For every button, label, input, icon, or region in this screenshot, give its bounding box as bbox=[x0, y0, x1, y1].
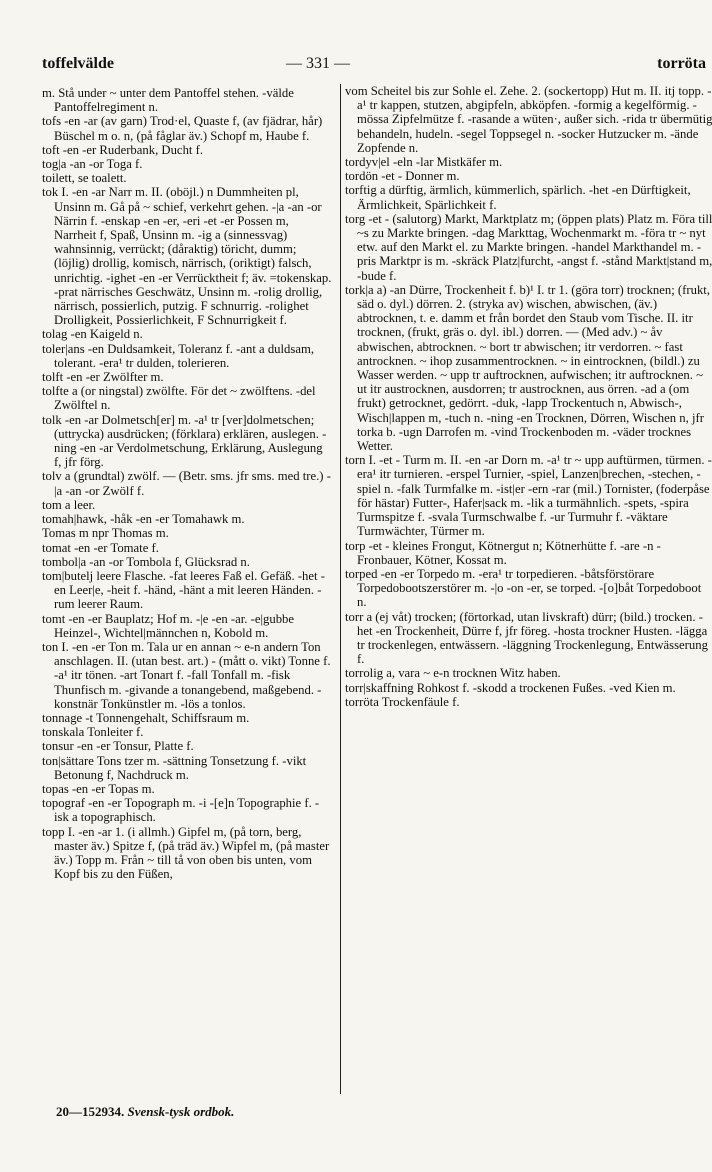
dictionary-entry: tolft -en -er Zwölfter m. bbox=[42, 370, 164, 385]
dictionary-entry: tolv a (grundtal) zwölf. — (Betr. sms. jfr sms. med tre.) -|a -an -or Zwölf f. bbox=[42, 469, 331, 498]
dictionary-entry: tombol|a -an -or Tombola f, Glücksrad n. bbox=[42, 554, 250, 569]
dictionary-entry: tordyv|el -eln -lar Mistkäfer m. bbox=[345, 155, 503, 170]
footer-title: Svensk-tysk ordbok. bbox=[127, 1104, 235, 1119]
dictionary-entry: toler|ans -en Duldsamkeit, Toleranz f. -ant a duldsam, tolerant. -era¹ tr dulden, tolerieren. bbox=[42, 341, 314, 370]
dictionary-entry: tordön -et - Donner m. bbox=[345, 169, 460, 184]
dictionary-entry: tonnage -t Tonnengehalt, Schiffsraum m. bbox=[42, 710, 250, 725]
dictionary-entry: topp I. -en -ar 1. (i allmh.) Gipfel m, (på torn, berg, master äv.) Spitze f, (på träd äv.) Wipfel m, (på master äv.) Topp m. Från ~ till tå von oben bis unten, vom Kopf bis zu den Füßen, bbox=[42, 824, 330, 882]
dictionary-entry: topograf -en -er Topograph m. -i -[e]n Topographie f. -isk a topographisch. bbox=[42, 796, 320, 825]
dictionary-entry: tomt -en -er Bauplatz; Hof m. -|e -en -ar. -e|gubbe Heinzel-, Wichtel|männchen n, Kobold m. bbox=[42, 611, 295, 640]
dictionary-entry: toft -en -er Ruderbank, Ducht f. bbox=[42, 142, 204, 157]
dictionary-entry: torrolig a, vara ~ e-n trocknen Witz haben. bbox=[345, 666, 561, 681]
dictionary-entry: tog|a -an -or Toga f. bbox=[42, 157, 143, 172]
dictionary-entry: Tomas m npr Thomas m. bbox=[42, 526, 169, 541]
dictionary-entry: tok I. -en -ar Narr m. II. (oböjl.) n Dummheiten pl, Unsinn m. Gå på ~ schief, verkehrt gehen. -|a -an -or Närrin f. -enskap -en -er, -eri -et -er Possen m, Narrheit f, Spaß, Unsinn m. -ig a (sinnessvag) wahnsinnig, verrückt; (dåraktig) töricht, dumm; (löjlig) drollig, komisch, närrisch, (oriktigt) falsch, unrichtig. -ighet -en -er Verrücktheit f; äv. =tokenskap. -prat närrisches Geschwätz, Unsinn m. -rolig drollig, närrisch, possierlich, putzig. F schnurrig. -rolighet Drolligkeit, Possierlichkeit, F Schnurrigkeit f. bbox=[42, 185, 332, 328]
page-header bbox=[40, 55, 712, 83]
dictionary-entry: torg -et - (salutorg) Markt, Marktplatz m; (öppen plats) Platz m. Föra till ~s zu Markte bringen. -dag Markttag, Wochenmarkt m. -föra tr ~ nyt etw. auf den Markt el. zu Markte bringen. -handel Markthandel m. -pris Marktpr is m. -skräck Platz|furcht, -angst f. -stånd Markt|stand m, -bude f. bbox=[345, 211, 712, 283]
dictionary-entry: toilett, se toalett. bbox=[42, 171, 127, 186]
header-first-word: toffelvälde bbox=[42, 55, 114, 72]
dictionary-entry: torftig a dürftig, ärmlich, kümmerlich, spärlich. -het -en Dürftigkeit, Ärmlichkeit, Spärlichkeit f. bbox=[345, 183, 691, 212]
header-last-word: torröta bbox=[657, 55, 706, 72]
dictionary-entry: tolag -en Kaigeld n. bbox=[42, 327, 143, 342]
dictionary-entry: tonskala Tonleiter f. bbox=[42, 725, 144, 740]
dictionary-entry: tomat -en -er Tomate f. bbox=[42, 540, 159, 555]
dictionary-entry: tolfte a (or ningstal) zwölfte. För det ~ zwölftens. -del Zwölftel n. bbox=[42, 384, 316, 413]
page-number: — 331 — bbox=[286, 55, 350, 72]
dictionary-entry: tolk -en -ar Dolmetsch[er] m. -a¹ tr [ver]dolmetschen; (uttrycka) ausdrücken; (förklara) erklären, auslegen. -ning -en -ar Verdolmetschung, Erklärung, Auslegung f, jfr förg. bbox=[42, 412, 327, 470]
right-column bbox=[340, 84, 712, 1094]
dictionary-entry: tonsur -en -er Tonsur, Platte f. bbox=[42, 739, 194, 754]
dictionary-entry: tom a leer. bbox=[42, 497, 96, 512]
dictionary-entry: ton I. -en -er Ton m. Tala ur en annan ~ e-n andern Ton anschlagen. II. (utan best. art.) - (mått o. vikt) Tonne f. -a¹ itr tönen. -art Tonart f. -fall Tonfall m. -fisk Thunfisch m. -givande a tonangebend, maßgebend. -konstnär Tonkünstler m. -lös a tonlos. bbox=[42, 639, 331, 711]
dictionary-entry: topas -en -er Topas m. bbox=[42, 781, 155, 796]
dictionary-entry: vom Scheitel bis zur Sohle el. Zehe. 2. (sockertopp) Hut m. II. itj topp. -a¹ tr kappen, stutzen, abgipfeln, abköpfen. -formig a kegelförmig. -mössa Zipfelmütze f. -rasande a wüten·, außer sich. -rida tr übermütig behandeln, hudeln. -segel Toppsegel n. -socker Hutzucker m. -ände Zopfende n. bbox=[345, 84, 712, 155]
dictionary-entry: ton|sättare Tons tzer m. -sättning Tonsetzung f. -vikt Betonung f, Nachdruck m. bbox=[42, 753, 307, 782]
page-footer bbox=[56, 1104, 234, 1120]
dictionary-entry: torr a (ej våt) trocken; (förtorkad, utan livskraft) dürr; (bild.) trocken. -het -en Trockenheit, Dürre f, jfr föreg. -hosta trockner Husten. -lägga tr trockenlegen, entwässern. -läggning Trockenlegung, Entwässerung f. bbox=[345, 609, 708, 667]
dictionary-entry: tork|a a) -an Dürre, Trockenheit f. b)¹ I. tr 1. (göra torr) trocknen; (frukt, säd o. dyl.) dörren. 2. (stryka av) wischen, abwischen, (äv.) abtrocknen, t. e. damm et från bordet den Staub vom Tische. II. itr trocknen, (frukt, gräs o. dyl. ibl.) dorren. — (Med adv.) ~ åv abwischen, abtrocknen. ~ bort tr abwischen; itr verdorren. ~ fast antrocknen. ~ ihop zusammentrocknen. ~ in eintrocknen, (bildl.) zu Wasser werden. ~ upp tr auftrocknen, aufwischen; itr auftrocknen. ~ ut itr austrocknen, ausdorren; tr austrocknen, aus örren. -ad a (om frukt) getrocknet, gedörrt. -duk, -lapp Trockentuch n, Abwisch-, Wisch|lappen m, -tuch n. -ning -en Trocknen, Dörren, Wischen n, jfr torka b. -ugn Darrofen m. -vind Trockenboden m. -väder trocknes Wetter. bbox=[345, 282, 710, 454]
dictionary-entry: m. Stå under ~ unter dem Pantoffel stehen. -välde Pantoffelregiment n. bbox=[42, 86, 294, 115]
dictionary-entry: torr|skaffning Rohkost f. -skodd a trockenen Fußes. -ved Kien m. bbox=[345, 680, 676, 695]
dictionary-entry: torröta Trockenfäule f. bbox=[345, 694, 460, 709]
dictionary-entry: tofs -en -ar (av garn) Trod·el, Quaste f, (av fjädrar, hår) Büschel m o. n, (på fåglar äv.) Schopf m, Haube f. bbox=[42, 114, 323, 143]
dictionary-entry: tom|butelj leere Flasche. -fat leeres Faß el. Gefäß. -het -en Leer|e, -heit f. -händ, -hänt a mit leeren Händen. -rum leerer Raum. bbox=[42, 568, 325, 612]
left-column bbox=[42, 86, 332, 881]
dictionary-entry: tomah|hawk, -håk -en -er Tomahawk m. bbox=[42, 512, 245, 527]
dictionary-entry: torp -et - kleines Frongut, Kötnergut n; Kötnerhütte f. -are -n - Fronbauer, Kötner, Kossat m. bbox=[345, 538, 661, 567]
dictionary-entry: torped -en -er Torpedo m. -era¹ tr torpedieren. -båtsförstörare Torpedobootszerstörer m. -|o -on -er, se torped. -[o]båt Torpedoboot n. bbox=[345, 566, 702, 610]
dictionary-entry: torn I. -et - Turm m. II. -en -ar Dorn m. -a¹ tr ~ upp auftürmen, türmen. -era¹ itr turnieren. -erspel Turnier, -spiel, Lanzen|brechen, -stechen, -spiel n. -falk Turmfalke m. -ist|er -ern -rar (mil.) Tornister, (foderpåse för hästar) Futter-, Hafer|sack m. -lik a turmähnlich. -spets, -spira Turmspitze f. -svala Turmschwalbe f. -ur Turmuhr f. -väktare Turmwächter, Türmer m. bbox=[345, 453, 712, 539]
footer-code: 20—152934. bbox=[56, 1104, 125, 1119]
